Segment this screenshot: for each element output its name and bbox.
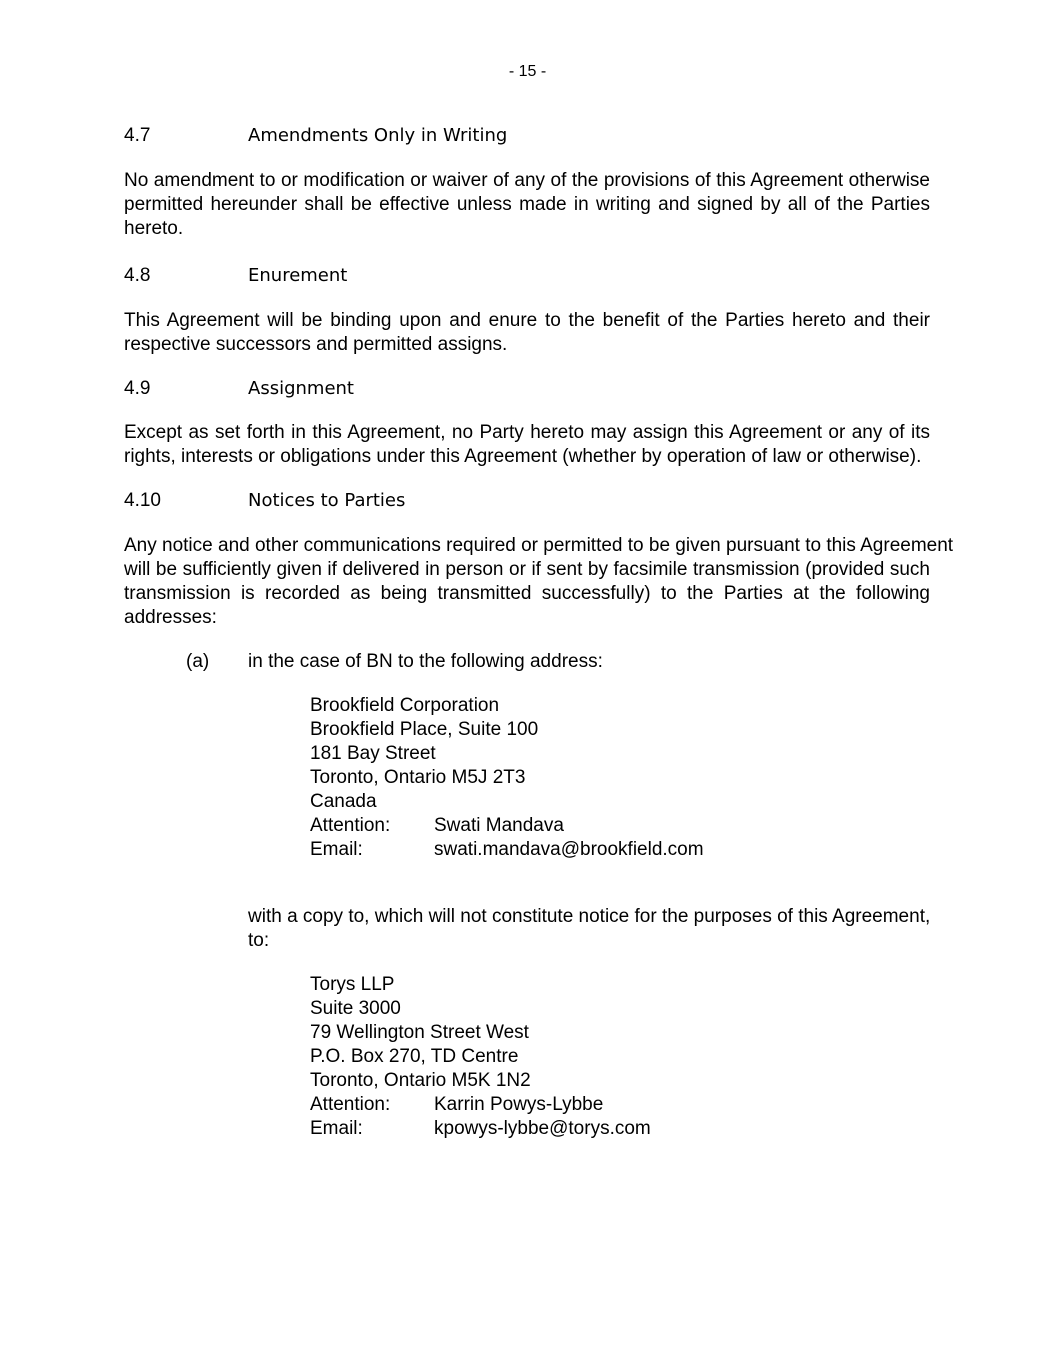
section-body-4-7: [124, 169, 930, 241]
address-line: 79 Wellington Street West: [310, 1022, 529, 1043]
attention-label: Attention:: [310, 1094, 391, 1115]
attention-value: Swati Mandava: [434, 815, 564, 836]
attention-label: Attention:: [310, 815, 391, 836]
attention-value: Karrin Powys-Lybbe: [434, 1094, 604, 1115]
email-label: Email:: [310, 1118, 363, 1139]
email-field: [310, 1117, 870, 1141]
body-line: addresses:: [124, 607, 217, 628]
section-number: 4.10: [124, 490, 161, 511]
section-title: Assignment: [248, 378, 354, 399]
address-line: Suite 3000: [310, 998, 401, 1019]
section-title: Amendments Only in Writing: [248, 125, 508, 146]
list-item-label: (a): [186, 651, 210, 672]
address-block-torys: [310, 973, 870, 1141]
body-line: will be sufficiently given if delivered in person or if sent by facsimile transmission (provided such: [124, 559, 930, 580]
section-title: Notices to Parties: [248, 490, 406, 511]
address-block-bn: [310, 694, 870, 862]
copy-to-line: to:: [248, 930, 270, 951]
section-heading-4-9: [124, 377, 930, 401]
address-line: Canada: [310, 791, 377, 812]
address-line: Brookfield Place, Suite 100: [310, 719, 539, 740]
attention-field: [310, 814, 870, 838]
body-line: Except as set forth in this Agreement, no Party hereto may assign this Agreement or any of its: [124, 422, 930, 443]
email-value: kpowys-lybbe@torys.com: [434, 1118, 651, 1139]
body-line: Any notice and other communications required or permitted to be given pursuant to this Agreement: [124, 535, 954, 556]
body-line: transmission is recorded as being transmitted successfully) to the Parties at the following: [124, 583, 930, 604]
section-heading-4-7: [124, 124, 930, 148]
section-title: Enurement: [248, 265, 348, 286]
section-number: 4.8: [124, 265, 151, 286]
body-line: No amendment to or modification or waiver of any of the provisions of this Agreement otherwise: [124, 170, 930, 191]
body-line: This Agreement will be binding upon and enure to the benefit of the Parties hereto and their: [124, 310, 930, 331]
list-item-text: in the case of BN to the following address:: [248, 651, 603, 672]
email-value: swati.mandava@brookfield.com: [434, 839, 704, 860]
address-line: Torys LLP: [310, 974, 395, 995]
section-heading-4-8: [124, 264, 930, 288]
body-line: respective successors and permitted assigns.: [124, 334, 508, 355]
address-line: Toronto, Ontario M5K 1N2: [310, 1070, 531, 1091]
address-line: Brookfield Corporation: [310, 695, 500, 716]
body-line: rights, interests or obligations under this Agreement (whether by operation of law or otherwise).: [124, 446, 922, 467]
attention-field: [310, 1093, 870, 1117]
address-line: 181 Bay Street: [310, 743, 436, 764]
section-body-4-10: [124, 534, 954, 630]
email-field: [310, 838, 870, 862]
body-line: permitted hereunder shall be effective unless made in writing and signed by all of the Parties: [124, 194, 930, 215]
section-body-4-9: [124, 421, 930, 469]
body-line: hereto.: [124, 218, 184, 239]
section-heading-4-10: [124, 489, 930, 513]
section-body-4-8: [124, 309, 930, 357]
address-line: Toronto, Ontario M5J 2T3: [310, 767, 526, 788]
copy-to-paragraph: [248, 905, 930, 953]
section-number: 4.9: [124, 378, 151, 399]
section-number: 4.7: [124, 125, 151, 146]
email-label: Email:: [310, 839, 363, 860]
page-number: - 15 -: [508, 63, 547, 80]
address-line: P.O. Box 270, TD Centre: [310, 1046, 519, 1067]
copy-to-line: with a copy to, which will not constitute notice for the purposes of this Agreement,: [248, 906, 931, 927]
